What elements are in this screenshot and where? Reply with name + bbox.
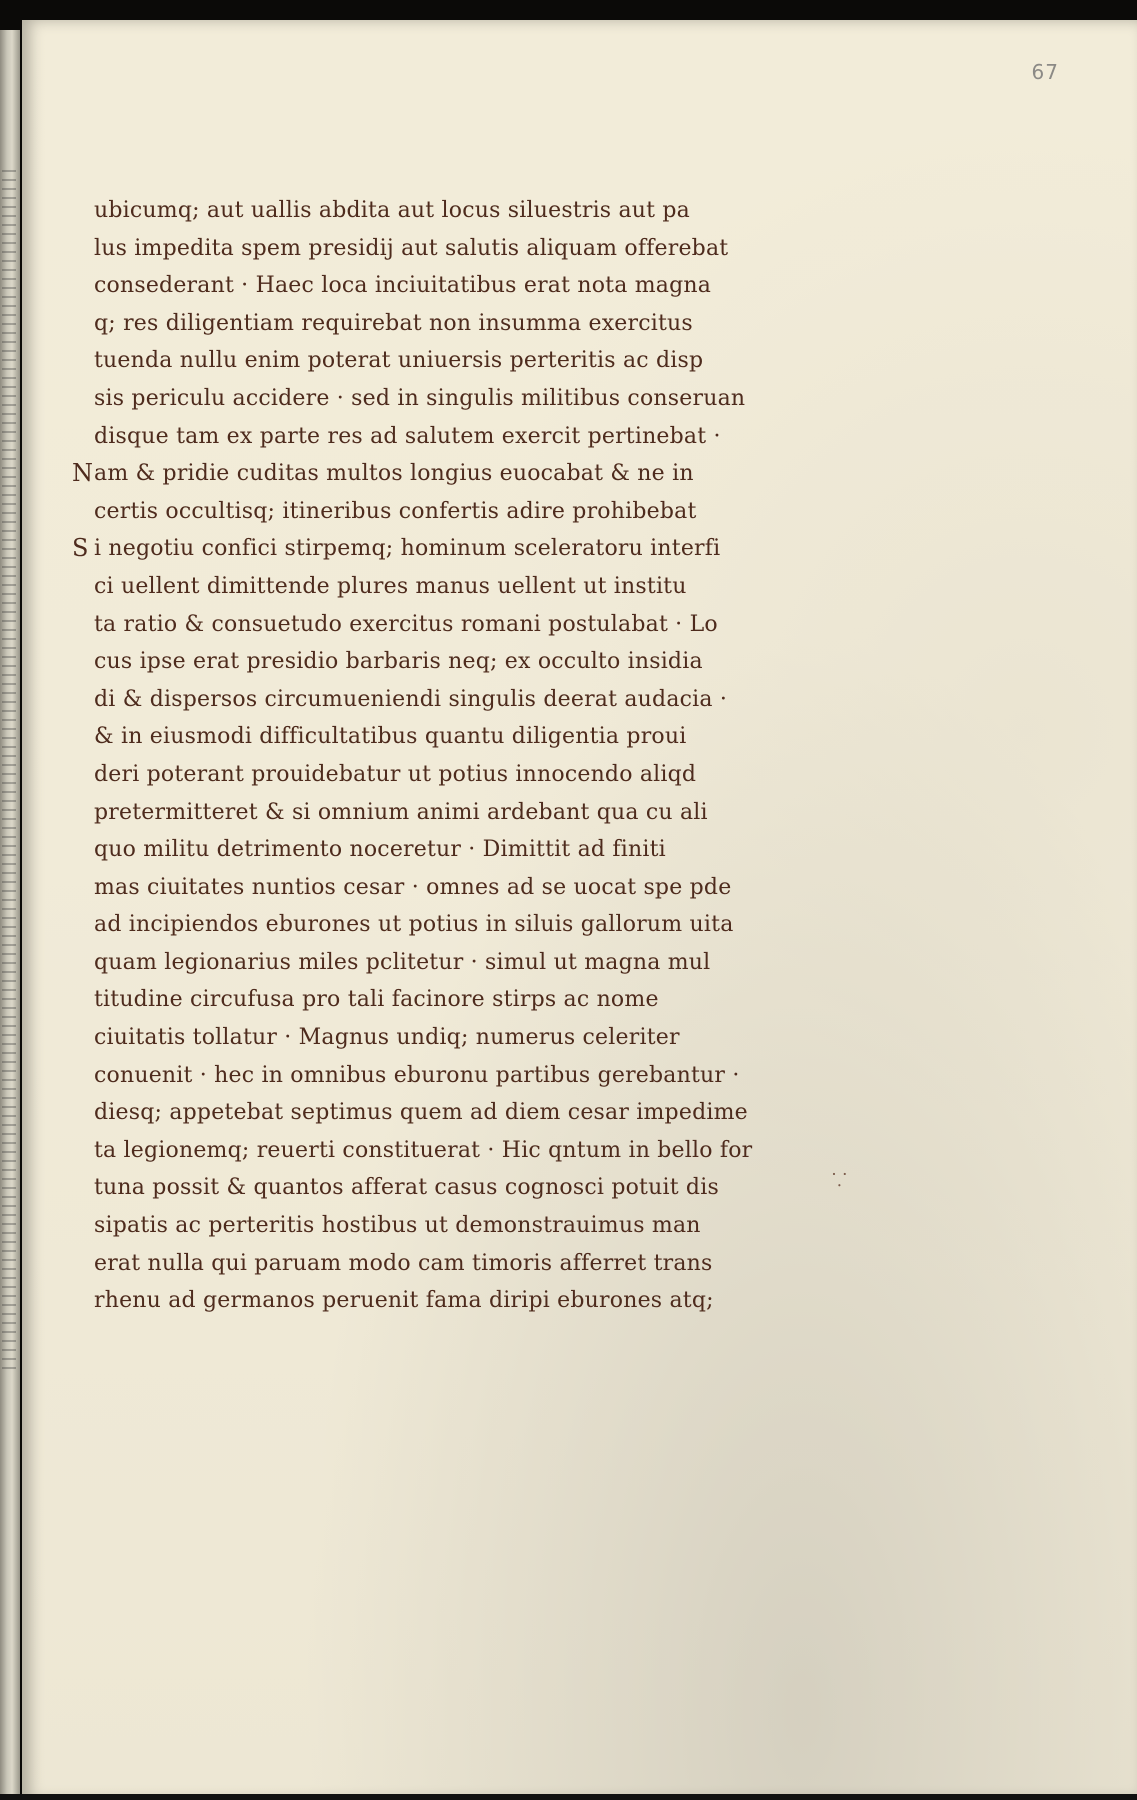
- text-line: [72, 981, 852, 1019]
- line-text: & in eiusmodi difficultatibus quantu diligentia proui: [94, 724, 687, 750]
- text-line: [72, 1094, 852, 1132]
- text-line: [72, 1245, 852, 1283]
- line-text: sis periculu accidere · sed in singulis militibus conseruan: [94, 385, 746, 411]
- text-line: [72, 380, 852, 418]
- text-line: [72, 455, 852, 493]
- text-line: [72, 305, 852, 343]
- line-text: lus impedita spem presidij aut salutis aliquam offerebat: [94, 235, 729, 261]
- text-line: [72, 568, 852, 606]
- line-text: ubicumq; aut uallis abdita aut locus siluestris aut pa: [94, 198, 691, 223]
- line-text: ta legionemq; reuerti constituerat · Hic qntum in bello for: [94, 1137, 753, 1163]
- line-text: i negotiu confici stirpemq; hominum sceleratoru interfi: [94, 536, 721, 562]
- text-line: [72, 606, 852, 644]
- text-line: [72, 192, 852, 230]
- line-text: q; res diligentiam requirebat non insumma exercitus: [94, 310, 693, 336]
- text-line: [72, 1169, 852, 1207]
- line-text: sipatis ac perteritis hostibus ut demonstrauimus man: [94, 1213, 701, 1239]
- text-column: [72, 192, 852, 1320]
- text-line: [72, 493, 852, 531]
- text-line: [72, 342, 852, 380]
- line-text: quo militu detrimento noceretur · Dimittit ad finiti: [94, 837, 666, 863]
- line-initial: N: [72, 459, 94, 488]
- line-text: ciuitatis tollatur · Magnus undiq; numerus celeriter: [94, 1025, 680, 1051]
- text-line: [72, 831, 852, 869]
- line-text: rhenu ad germanos peruenit fama diripi eburones atq;: [94, 1288, 714, 1314]
- line-text: deri poterant prouidebatur ut potius innocendo aliqd: [94, 761, 697, 787]
- line-text: quam legionarius miles pclitetur · simul ut magna mul: [94, 949, 711, 975]
- line-text: consederant · Haec loca inciuitatibus erat nota magna: [94, 273, 712, 299]
- text-line: [72, 869, 852, 907]
- line-text: certis occultisq; itineribus confertis adire prohibebat: [94, 498, 697, 524]
- text-line: [72, 944, 852, 982]
- folio-number: 67: [1031, 60, 1059, 84]
- line-text: tuna possit & quantos afferat casus cognosci potuit dis: [94, 1175, 719, 1201]
- line-initial: S: [72, 534, 89, 563]
- text-line: [72, 1019, 852, 1057]
- line-text: disque tam ex parte res ad salutem exercit pertinebat ·: [94, 423, 721, 449]
- line-text: am & pridie cuditas multos longius euocabat & ne in: [94, 461, 694, 487]
- text-line: [72, 1207, 852, 1245]
- text-line: [72, 1282, 852, 1320]
- text-line: [72, 643, 852, 681]
- text-line: [72, 1057, 852, 1095]
- text-line: [72, 230, 852, 268]
- facing-page-edge: [0, 30, 20, 1800]
- line-text: tuenda nullu enim poterat uniuersis perteritis ac disp: [94, 348, 704, 374]
- line-text: conuenit · hec in omnibus eburonu partibus gerebantur ·: [94, 1062, 740, 1088]
- text-line: [72, 794, 852, 832]
- text-line: [72, 681, 852, 719]
- line-text: di & dispersos circumueniendi singulis deerat audacia ·: [94, 686, 728, 712]
- line-text: erat nulla qui paruam modo cam timoris afferret trans: [94, 1250, 713, 1276]
- line-text: ta ratio & consuetudo exercitus romani postulabat · Lo: [94, 611, 718, 637]
- text-line: [72, 756, 852, 794]
- text-line: [72, 530, 852, 568]
- line-text: ad incipiendos eburones ut potius in siluis gallorum uita: [94, 912, 734, 938]
- line-text: mas ciuitates nuntios cesar · omnes ad se uocat spe pde: [94, 874, 732, 900]
- text-line: [72, 267, 852, 305]
- manuscript-page: [22, 20, 1137, 1800]
- line-text: titudine circufusa pro tali facinore stirps ac nome: [94, 987, 659, 1013]
- text-line: [72, 1132, 852, 1170]
- text-line: [72, 906, 852, 944]
- scan-bottom-edge: [0, 1794, 1137, 1800]
- line-text: cus ipse erat presidio barbaris neq; ex occulto insidia: [94, 649, 703, 675]
- marginal-mark: ⸪: [832, 1170, 847, 1191]
- text-line: [72, 718, 852, 756]
- line-text: diesq; appetebat septimus quem ad diem cesar impedime: [94, 1100, 748, 1126]
- text-line: [72, 418, 852, 456]
- line-text: pretermitteret & si omnium animi ardebant qua cu ali: [94, 799, 708, 825]
- line-text: ci uellent dimittende plures manus uellent ut institu: [94, 573, 687, 599]
